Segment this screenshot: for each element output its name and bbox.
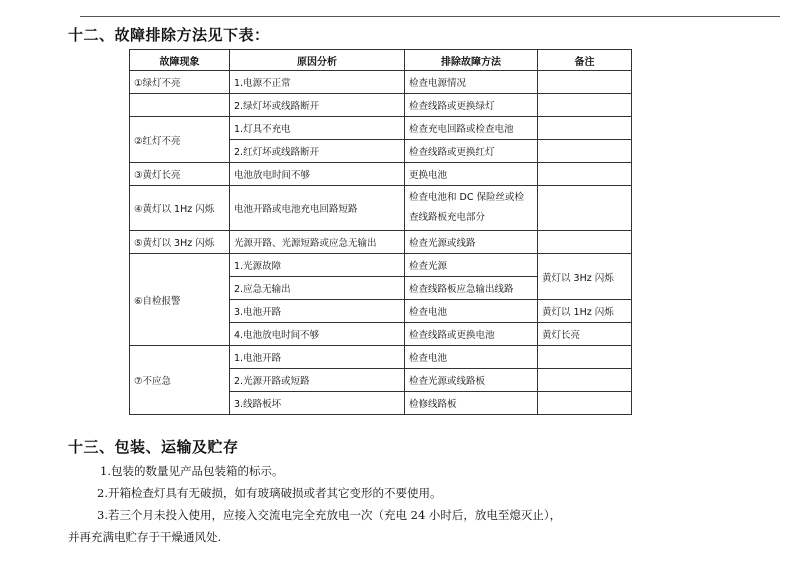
cause-cell: 2.绿灯坏或线路断开 <box>230 94 405 117</box>
table-row <box>130 71 632 94</box>
remedy-cell: 检查线路或更换绿灯 <box>405 94 538 117</box>
note-cell: 黄灯以 1Hz 闪烁 <box>538 300 632 323</box>
remedy-cell: 检查光源或线路板 <box>405 369 538 392</box>
section-13-heading: 十三、包装、运输及贮存 <box>68 438 239 456</box>
fault-table <box>129 49 632 415</box>
remedy-cell: 检查电源情况 <box>405 71 538 94</box>
symptom-cell <box>130 94 230 117</box>
note-cell <box>538 71 632 94</box>
cause-cell: 2.应急无输出 <box>230 277 405 300</box>
note-cell <box>538 117 632 140</box>
cause-cell: 1.灯具不充电 <box>230 117 405 140</box>
table-row <box>130 231 632 254</box>
cause-cell: 光源开路、光源短路或应急无输出 <box>230 231 405 254</box>
table-row <box>130 254 632 277</box>
table-row <box>130 163 632 186</box>
symptom-cell: ①绿灯不亮 <box>130 71 230 94</box>
packaging-item-1: 1.包装的数量见产品包装箱的标示。 <box>100 464 284 478</box>
cause-cell: 1.电源不正常 <box>230 71 405 94</box>
symptom-cell: ⑥自检报警 <box>130 254 230 346</box>
table-row <box>130 186 632 231</box>
table-row <box>130 94 632 117</box>
table-header-row <box>130 50 632 71</box>
remedy-cell: 检查电池 <box>405 346 538 369</box>
cause-cell: 2.光源开路或短路 <box>230 369 405 392</box>
remedy-cell: 检查充电回路或检查电池 <box>405 117 538 140</box>
remedy-cell: 检查电池 <box>405 300 538 323</box>
symptom-cell: ⑦不应急 <box>130 346 230 415</box>
cause-cell: 1.电池开路 <box>230 346 405 369</box>
packaging-item-3: 3.若三个月未投入使用，应接入交流电完全充放电一次（充电 24 小时后，放电至熄灭止）， <box>97 508 562 522</box>
top-rule <box>80 16 780 17</box>
remedy-cell: 检查光源 <box>405 254 538 277</box>
note-cell <box>538 346 632 369</box>
remedy-cell: 检查线路或更换电池 <box>405 323 538 346</box>
remedy-cell: 检查线路或更换红灯 <box>405 140 538 163</box>
note-cell <box>538 231 632 254</box>
table-row <box>130 117 632 140</box>
cause-cell: 1.光源故障 <box>230 254 405 277</box>
cause-cell: 电池放电时间不够 <box>230 163 405 186</box>
note-cell <box>538 369 632 392</box>
header-symptom: 故障现象 <box>130 50 230 71</box>
note-cell: 黄灯长亮 <box>538 323 632 346</box>
remedy-cell: 检查电池和 DC 保险丝或检查线路板充电部分 <box>405 186 538 231</box>
cause-cell: 电池开路或电池充电回路短路 <box>230 186 405 231</box>
remedy-cell: 更换电池 <box>405 163 538 186</box>
symptom-cell: ③黄灯长亮 <box>130 163 230 186</box>
cause-cell: 2.红灯坏或线路断开 <box>230 140 405 163</box>
note-cell <box>538 163 632 186</box>
header-cause: 原因分析 <box>230 50 405 71</box>
remedy-cell: 检查线路板应急输出线路 <box>405 277 538 300</box>
symptom-cell: ④黄灯以 1Hz 闪烁 <box>130 186 230 231</box>
table-row <box>130 346 632 369</box>
note-cell <box>538 140 632 163</box>
cause-cell: 3.线路板坏 <box>230 392 405 415</box>
remedy-cell: 检修线路板 <box>405 392 538 415</box>
header-remedy: 排除故障方法 <box>405 50 538 71</box>
packaging-item-3-continued: 并再充满电贮存于干燥通风处. <box>68 530 222 544</box>
section-12-heading: 十二、故障排除方法见下表： <box>68 26 270 44</box>
symptom-cell: ②红灯不亮 <box>130 117 230 163</box>
symptom-cell: ⑤黄灯以 3Hz 闪烁 <box>130 231 230 254</box>
remedy-cell: 检查光源或线路 <box>405 231 538 254</box>
cause-cell: 4.电池放电时间不够 <box>230 323 405 346</box>
note-cell <box>538 94 632 117</box>
cause-cell: 3.电池开路 <box>230 300 405 323</box>
header-note: 备注 <box>538 50 632 71</box>
note-cell: 黄灯以 3Hz 闪烁 <box>538 254 632 300</box>
packaging-item-2: 2.开箱检查灯具有无破损，如有玻璃破损或者其它变形的不要使用。 <box>97 486 442 500</box>
note-cell <box>538 392 632 415</box>
note-cell <box>538 186 632 231</box>
